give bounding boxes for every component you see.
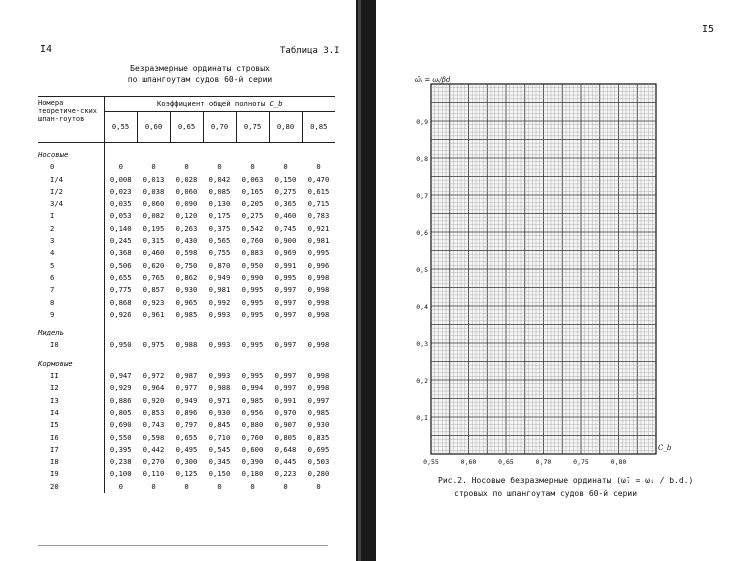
table-row: [38, 235, 335, 247]
section-label: Мидель: [38, 321, 104, 339]
ordinate-value: 0,715: [307, 199, 330, 209]
ordinate-value: 0,972: [142, 371, 165, 381]
table-label: Таблица 3.I: [280, 46, 340, 56]
ordinate-value: 0,977: [175, 383, 198, 393]
frame-number: 0: [38, 161, 104, 173]
table-row: [38, 407, 335, 419]
ordinate-value: 0,710: [208, 432, 231, 442]
ordinate-value: 0,995: [241, 297, 264, 307]
ordinate-value: 0,598: [175, 248, 198, 258]
page-number-right: I5: [702, 24, 715, 35]
ordinates-chart: [413, 70, 672, 470]
table-row: [38, 339, 335, 351]
ordinate-value: 0: [250, 162, 255, 172]
column-header-cb: 0,60: [137, 112, 170, 143]
ordinate-value: 0,930: [208, 407, 231, 417]
ordinate-value: 0,750: [175, 260, 198, 270]
table-title-line2: по шпангоутам судов 60-й серии: [127, 75, 273, 84]
table-row: [38, 395, 335, 407]
x-tick-label: 0,55: [423, 458, 439, 466]
ordinate-value: 0,460: [274, 211, 297, 221]
figure-caption-line2: стровых по шпангоутам судов 60-й серии: [454, 489, 638, 498]
ordinate-value: 0,760: [241, 236, 264, 246]
ordinate-value: 0,930: [175, 285, 198, 295]
frame-number: 2: [38, 223, 104, 235]
ordinate-value: 0,565: [208, 236, 231, 246]
ordinate-value: 0,797: [175, 420, 198, 430]
table-row: [38, 223, 335, 235]
column-header-cb: 0,85: [302, 112, 335, 143]
table-header-row: [38, 97, 335, 112]
table-row: [38, 174, 335, 186]
frame-number: I4: [38, 407, 104, 419]
table-row: [38, 161, 335, 173]
ordinate-value: 0,926: [109, 309, 132, 319]
frame-number: 9: [38, 309, 104, 321]
caption-formula: (ω̄ᵢ = ωᵢ / b.d.): [616, 476, 694, 485]
frame-number: I: [38, 210, 104, 222]
ordinate-value: 0,035: [109, 199, 132, 209]
frame-number: I/4: [38, 174, 104, 186]
x-tick-label: 0,70: [535, 458, 552, 466]
ordinate-value: 0,862: [175, 272, 198, 282]
ordinate-value: 0,880: [241, 420, 264, 430]
ordinate-value: 0,615: [307, 186, 330, 196]
ordinate-value: 0,845: [208, 420, 231, 430]
ordinate-value: 0,060: [142, 199, 165, 209]
frame-number: I8: [38, 456, 104, 468]
figure-caption-line1: [438, 476, 693, 485]
ordinate-value: 0,008: [109, 174, 132, 184]
ordinate-value: 0,853: [142, 407, 165, 417]
ordinate-value: 0,765: [142, 272, 165, 282]
ordinate-value: 0,930: [307, 420, 330, 430]
ordinate-value: 0,695: [307, 444, 330, 454]
ordinate-value: 0,896: [175, 407, 198, 417]
table-row: [38, 260, 335, 272]
ordinate-value: 0,195: [142, 223, 165, 233]
ordinate-value: 0,090: [175, 199, 198, 209]
x-tick-label: 0,60: [460, 458, 477, 466]
ordinate-value: 0,165: [241, 186, 264, 196]
y-tick-label: 0,5: [416, 266, 428, 274]
column-header-cb: 0,75: [236, 112, 269, 143]
ordinate-value: 0,013: [142, 174, 165, 184]
table-row: [38, 210, 335, 222]
ordinate-value: 0,950: [109, 340, 132, 350]
ordinate-value: 0,995: [241, 309, 264, 319]
table-row: [38, 309, 335, 321]
ordinate-value: 0,947: [109, 371, 132, 381]
ordinate-value: 0,998: [307, 340, 330, 350]
column-header-cb: 0,55: [104, 112, 137, 143]
ordinate-value: 0,995: [241, 285, 264, 295]
ordinate-value: 0,275: [274, 186, 297, 196]
ordinate-value: 0,964: [142, 383, 165, 393]
ordinate-value: 0,060: [175, 186, 198, 196]
section-row: [38, 321, 335, 339]
ordinate-value: 0,805: [274, 432, 297, 442]
ordinate-value: 0,995: [241, 340, 264, 350]
ordinate-value: 0,085: [208, 186, 231, 196]
ordinate-value: 0,648: [274, 444, 297, 454]
ordinate-value: 0,998: [307, 309, 330, 319]
coefficient-header-text: Коэффициент общей полноты: [157, 99, 266, 108]
ordinate-value: 0,997: [274, 371, 297, 381]
ordinate-value: 0,997: [274, 383, 297, 393]
column-header-cb: 0,80: [269, 112, 302, 143]
ordinate-value: 0,130: [208, 199, 231, 209]
ordinate-value: 0,965: [175, 297, 198, 307]
y-tick-label: 0,4: [416, 303, 428, 311]
y-tick-label: 0,I: [416, 414, 428, 422]
ordinate-value: 0,961: [142, 309, 165, 319]
ordinate-value: 0,655: [175, 432, 198, 442]
ordinate-value: 0,110: [142, 469, 165, 479]
table-row: [38, 186, 335, 198]
ordinates-table: [38, 96, 335, 493]
ordinate-value: 0,120: [175, 211, 198, 221]
ordinate-value: 0,503: [307, 457, 330, 467]
frame-number: II: [38, 370, 104, 382]
frame-number: 5: [38, 260, 104, 272]
ordinate-value: 0: [316, 481, 321, 491]
left-page: [0, 0, 355, 561]
ordinate-value: 0,995: [307, 248, 330, 258]
coefficient-group-header: [104, 97, 335, 112]
ordinate-value: 0,988: [175, 340, 198, 350]
y-tick-label: 0,9: [416, 118, 428, 126]
caption-text: Рис.2. Носовые безразмерные ординаты: [438, 476, 612, 485]
ordinate-value: 0,783: [307, 211, 330, 221]
ordinate-value: 0: [118, 162, 123, 172]
frame-number: 3: [38, 235, 104, 247]
ordinate-value: 0,470: [307, 174, 330, 184]
ordinate-value: 0,028: [175, 174, 198, 184]
ordinate-value: 0,180: [241, 469, 264, 479]
ordinate-value: 0,620: [142, 260, 165, 270]
ordinate-value: 0: [184, 162, 189, 172]
ordinate-value: 0,995: [274, 272, 297, 282]
ordinate-value: 0,883: [241, 248, 264, 258]
ordinate-value: 0,920: [142, 395, 165, 405]
ordinate-value: 0,430: [175, 236, 198, 246]
x-tick-label: 0,80: [610, 458, 627, 466]
frame-number: I2: [38, 382, 104, 394]
ordinate-value: 0,929: [109, 383, 132, 393]
ordinate-value: 0,245: [109, 236, 132, 246]
section-label: Кормовые: [38, 352, 104, 370]
ordinate-value: 0,995: [241, 371, 264, 381]
ordinate-value: 0,975: [142, 340, 165, 350]
ordinate-value: 0: [283, 481, 288, 491]
table-row: [38, 432, 335, 444]
ordinate-value: 0,280: [307, 469, 330, 479]
ordinate-value: 0,993: [208, 309, 231, 319]
column-header-cb: 0,65: [170, 112, 203, 143]
ordinate-value: 0,870: [208, 260, 231, 270]
ordinate-value: 0,495: [175, 444, 198, 454]
ordinate-value: 0,886: [109, 395, 132, 405]
ordinate-value: 0,835: [307, 432, 330, 442]
ordinate-value: 0,053: [109, 211, 132, 221]
frame-number: 7: [38, 284, 104, 296]
ordinate-value: 0,997: [274, 285, 297, 295]
y-tick-label: 0,2: [416, 377, 428, 385]
ordinate-value: 0,775: [109, 285, 132, 295]
ordinate-value: 0,985: [307, 407, 330, 417]
x-tick-label: 0,65: [498, 458, 514, 466]
ordinate-value: 0,755: [208, 248, 231, 258]
ordinate-value: 0,745: [274, 223, 297, 233]
ordinate-value: 0,900: [274, 236, 297, 246]
y-tick-label: 0,8: [416, 155, 428, 163]
y-tick-label: 0,6: [416, 229, 428, 237]
ordinate-value: 0,125: [175, 469, 198, 479]
ordinate-value: 0: [250, 481, 255, 491]
frame-number: 4: [38, 247, 104, 259]
table-row: [38, 444, 335, 456]
ordinate-value: 0,270: [142, 457, 165, 467]
page-rule: [38, 545, 328, 546]
ordinate-value: 0,805: [109, 407, 132, 417]
ordinate-value: 0,545: [208, 444, 231, 454]
frame-number: 3/4: [38, 198, 104, 210]
ordinate-value: 0,038: [142, 186, 165, 196]
ordinate-value: 0,997: [274, 297, 297, 307]
ordinate-value: 0,997: [274, 340, 297, 350]
ordinate-value: 0,981: [208, 285, 231, 295]
ordinate-value: 0,150: [274, 174, 297, 184]
ordinate-value: 0: [217, 481, 222, 491]
x-axis-label: C_b: [658, 444, 672, 452]
ordinate-value: 0: [118, 481, 123, 491]
ordinate-value: 0,375: [208, 223, 231, 233]
ordinate-value: 0: [316, 162, 321, 172]
ordinate-value: 0,985: [175, 309, 198, 319]
table-row: [38, 419, 335, 431]
ordinate-value: 0,150: [208, 469, 231, 479]
ordinate-value: 0,998: [307, 285, 330, 295]
table-row: [38, 370, 335, 382]
frame-number: I/2: [38, 186, 104, 198]
y-tick-label: 0,3: [416, 340, 428, 348]
ordinate-value: 0,760: [241, 432, 264, 442]
frame-number: 20: [38, 481, 104, 493]
ordinate-value: 0,063: [241, 174, 264, 184]
ordinate-value: 0,390: [241, 457, 264, 467]
ordinate-value: 0,991: [274, 260, 297, 270]
ordinate-value: 0,506: [109, 260, 132, 270]
ordinate-value: 0,998: [307, 272, 330, 282]
ordinate-value: 0,460: [142, 248, 165, 258]
ordinate-value: 0,993: [208, 371, 231, 381]
ordinate-value: 0,445: [274, 457, 297, 467]
table-row: [38, 382, 335, 394]
row-number-header: Номера теоретиче-ских шпан-гоутов: [38, 97, 104, 143]
ordinate-value: 0,743: [142, 420, 165, 430]
table-row: [38, 468, 335, 480]
section-row: [38, 143, 335, 162]
ordinate-value: 0,998: [307, 383, 330, 393]
ordinate-value: 0,949: [175, 395, 198, 405]
column-header-cb: 0,70: [203, 112, 236, 143]
ordinate-value: 0,023: [109, 186, 132, 196]
ordinate-value: 0,991: [274, 395, 297, 405]
frame-number: 6: [38, 272, 104, 284]
ordinate-value: 0,223: [274, 469, 297, 479]
frame-number: I3: [38, 395, 104, 407]
ordinate-value: 0,949: [208, 272, 231, 282]
ordinate-value: 0,140: [109, 223, 132, 233]
table-row: [38, 481, 335, 493]
ordinate-value: 0: [283, 162, 288, 172]
ordinate-value: 0,868: [109, 297, 132, 307]
ordinate-value: 0,997: [274, 309, 297, 319]
ordinate-value: 0: [151, 162, 156, 172]
ordinate-value: 0,238: [109, 457, 132, 467]
ordinate-value: 0,263: [175, 223, 198, 233]
ordinate-value: 0,987: [175, 371, 198, 381]
ordinate-value: 0,690: [109, 420, 132, 430]
ordinate-value: 0,442: [142, 444, 165, 454]
ordinate-value: 0,921: [307, 223, 330, 233]
ordinate-value: 0,550: [109, 432, 132, 442]
ordinate-value: 0,998: [307, 371, 330, 381]
ordinate-value: 0,997: [307, 395, 330, 405]
frame-number: I7: [38, 444, 104, 456]
table-row: [38, 284, 335, 296]
ordinate-value: 0,985: [241, 395, 264, 405]
ordinate-value: 0,981: [307, 236, 330, 246]
ordinate-value: 0,956: [241, 407, 264, 417]
ordinate-value: 0,970: [274, 407, 297, 417]
ordinate-value: 0,275: [241, 211, 264, 221]
ordinate-value: 0,395: [109, 444, 132, 454]
ordinate-value: 0,992: [208, 297, 231, 307]
ordinate-value: 0,315: [142, 236, 165, 246]
ordinate-value: 0,950: [241, 260, 264, 270]
ordinate-value: 0,365: [274, 199, 297, 209]
table-row: [38, 272, 335, 284]
ordinate-value: 0,988: [208, 383, 231, 393]
ordinate-value: 0,082: [142, 211, 165, 221]
section-row: [38, 352, 335, 370]
frame-number: 8: [38, 297, 104, 309]
y-tick-label: 0,7: [416, 192, 428, 200]
ordinate-value: 0,100: [109, 469, 132, 479]
frame-number: I5: [38, 419, 104, 431]
table-row: [38, 456, 335, 468]
ordinate-value: 0,971: [208, 395, 231, 405]
ordinate-value: 0,345: [208, 457, 231, 467]
table-row: [38, 297, 335, 309]
ordinate-value: 0,969: [274, 248, 297, 258]
frame-number: I0: [38, 339, 104, 351]
ordinate-value: 0,993: [208, 340, 231, 350]
y-axis-label: ω̄ᵢ = ωᵢ/βd: [415, 76, 451, 84]
ordinate-value: 0,655: [109, 272, 132, 282]
frame-number: I6: [38, 432, 104, 444]
ordinate-value: 0,990: [241, 272, 264, 282]
ordinate-value: 0,996: [307, 260, 330, 270]
ordinate-value: 0,994: [241, 383, 264, 393]
ordinate-value: 0,923: [142, 297, 165, 307]
x-tick-label: 0,75: [573, 458, 589, 466]
ordinate-value: 0,998: [307, 297, 330, 307]
ordinate-value: 0,368: [109, 248, 132, 258]
ordinate-value: 0,542: [241, 223, 264, 233]
ordinate-value: 0,300: [175, 457, 198, 467]
ordinate-value: 0,857: [142, 285, 165, 295]
book-gutter: [356, 0, 376, 561]
coefficient-symbol: C_b: [269, 99, 283, 108]
section-label: Носовые: [38, 143, 104, 162]
ordinate-value: 0,598: [142, 432, 165, 442]
page-number-left: I4: [40, 44, 53, 55]
table-row: [38, 247, 335, 259]
ordinate-value: 0,175: [208, 211, 231, 221]
ordinate-value: 0,907: [274, 420, 297, 430]
ordinate-value: 0,042: [208, 174, 231, 184]
table-title-line1: Безразмерные ординаты стровых: [130, 64, 270, 73]
ordinate-value: 0: [184, 481, 189, 491]
ordinate-value: 0,600: [241, 444, 264, 454]
ordinate-value: 0: [217, 162, 222, 172]
table-row: [38, 198, 335, 210]
frame-number: I9: [38, 468, 104, 480]
ordinate-value: 0: [151, 481, 156, 491]
ordinate-value: 0,205: [241, 199, 264, 209]
